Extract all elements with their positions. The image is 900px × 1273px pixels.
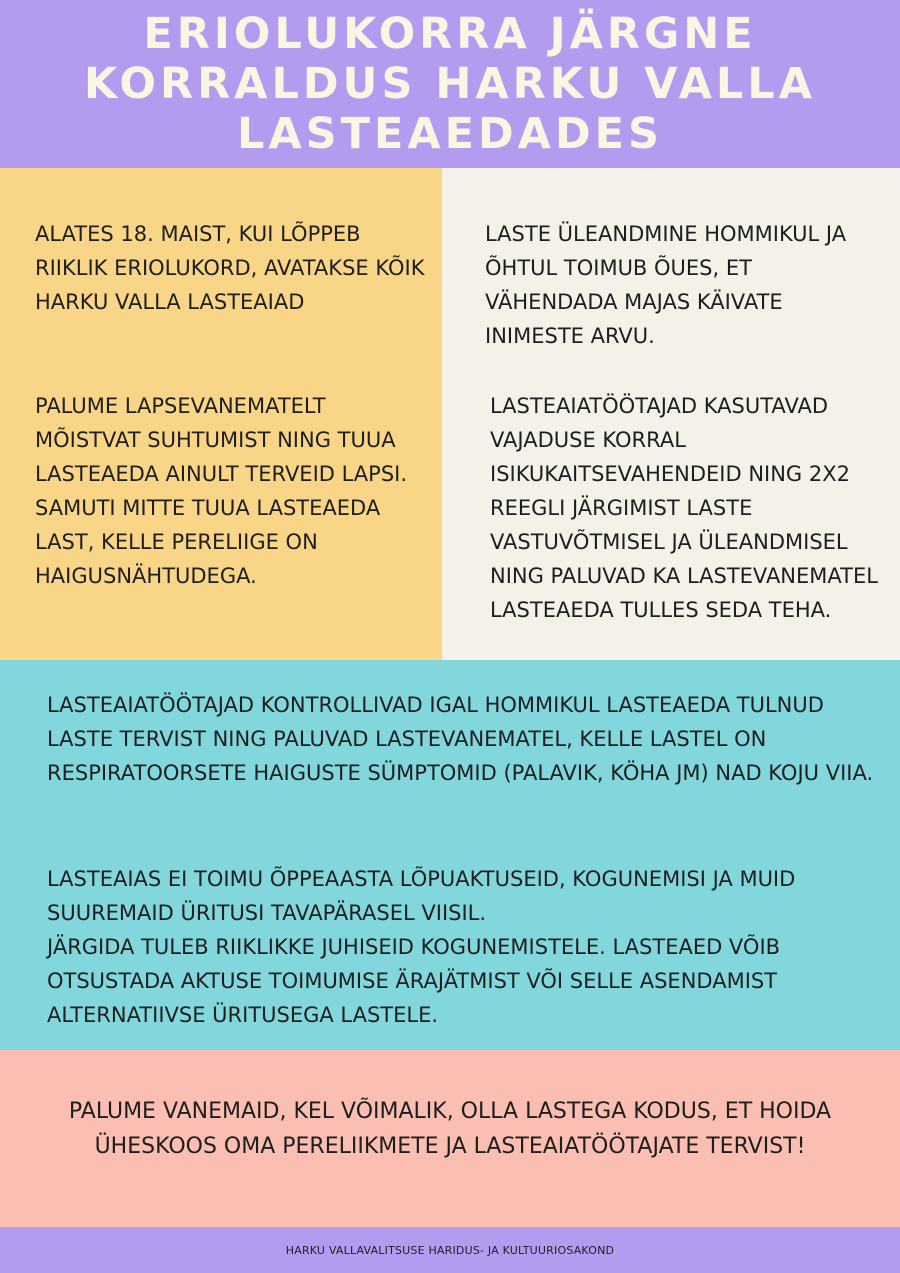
opening-date-paragraph: ALATES 18. MAIST, KUI LÕPPEB RIIKLIK ERIOLUKORD, AVATAKSE KÕIK HARKU VALLA LASTEAIAD <box>35 222 425 314</box>
health-check-paragraph: LASTEAIATÖÖTAJAD KONTROLLIVAD IGAL HOMMIKUL LASTEAEDA TULNUD LASTE TERVIST NING PALUVAD LASTEVANEMATEL, KELLE LASTEL ON RESPIRATOORSETE HAIGUSTE SÜMPTOMID (PALAVIK, KÖHA JM) NAD KOJU VIIA. <box>47 693 874 785</box>
handover-outdoors-paragraph: LASTE ÜLEANDMINE HOMMIKUL JA ÕHTUL TOIMUB ÕUES, ET VÄHENDADA MAJAS KÄIVATE INIMESTE ARVU. <box>485 222 847 348</box>
healthy-children-paragraph: PALUME LAPSEVANEMATELT MÕISTVAT SUHTUMIST NING TUUA LASTEAEDA AINULT TERVEID LAPSI. SAMUTI MITTE TUUA LASTEAEDA LAST, KELLE PERELIIGE ON HAIGUSNÄHTUDEGA. <box>35 394 408 588</box>
protective-equipment-paragraph: LASTEAIATÖÖTAJAD KASUTAVAD VAJADUSE KORRAL ISIKUKAITSEVAHENDEID NING 2X2 REEGLI JÄRGIMIST LASTE VASTUVÕTMISEL JA ÜLEANDMISEL NING PALUVAD KA LASTEVANEMATEL LASTEAEDA TULLES SEDA TEHA. <box>490 394 878 622</box>
footer-department-name: HARKU VALLAVALITSUSE HARIDUS- JA KULTUURIOSAKOND <box>285 1243 615 1257</box>
page-title: ERIOLUKORRA JÄRGNE KORRALDUS HARKU VALLA LASTEAEDADES <box>84 9 816 159</box>
header-banner <box>0 0 900 168</box>
footer-bar <box>0 1227 900 1273</box>
closing-appeal: PALUME VANEMAID, KEL VÕIMALIK, OLLA LASTEGA KODUS, ET HOIDA ÜHESKOOS OMA PERELIIKMETE JA LASTEAIATÖÖTAJATE TERVIST! <box>68 1099 832 1159</box>
gathering-rules-paragraph: JÄRGIDA TULEB RIIKLIKKE JUHISEID KOGUNEMISTELE. LASTEAED VÕIB OTSUSTADA AKTUSE TOIMUMISE ÄRAJÄTMIST VÕI SELLE ASENDAMIST ALTERNATIIVSE ÜRITUSEGA LASTELE. <box>47 935 781 1027</box>
no-graduations-paragraph: LASTEAIAS EI TOIMU ÕPPEAASTA LÕPUAKTUSEID, KOGUNEMISI JA MUID SUUREMAID ÜRITUSI TAVAPÄRASEL VIISIL. <box>47 867 796 925</box>
